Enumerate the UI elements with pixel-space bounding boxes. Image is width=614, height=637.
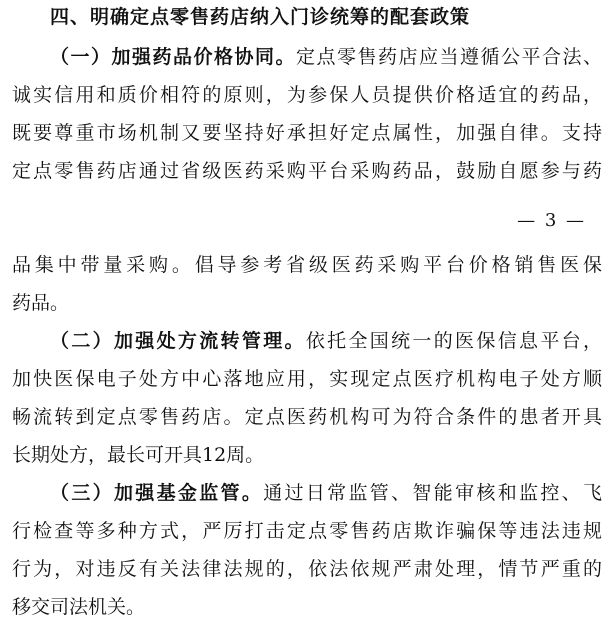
section2-line4: 长期处方，最长可开具12周。 [12, 444, 265, 466]
section1-line2: 诚实信用和质价相符的原则，为参保人员提供价格适宜的药品， [12, 84, 602, 106]
section2-label: （二）加强处方流转管理。 [50, 330, 306, 352]
section1-line5: 品集中带量采购。倡导参考省级医药采购平台价格销售医保 [12, 254, 602, 276]
section1-label: （一）加强药品价格协同。 [50, 46, 296, 68]
section1-line6: 药品。 [12, 292, 70, 314]
section1-line1-text: 定点零售药店应当遵循公平合法、 [296, 46, 602, 68]
section3-line1-text: 通过日常监管、智能审核和监控、飞 [263, 482, 602, 504]
section2-line1-text: 依托全国统一的医保信息平台， [305, 330, 602, 352]
section1-line1 [50, 44, 602, 70]
section1-line3: 既要尊重市场机制又要坚持好承担好定点属性，加强自律。支持 [12, 122, 602, 144]
section3-label: （三）加强基金监管。 [50, 482, 264, 504]
page-number: — 3 — [517, 210, 586, 231]
section3-line3: 行为，对违反有关法律法规的，依法依规严肃处理，情节严重的 [12, 558, 602, 580]
section2-line3: 畅流转到定点零售药店。定点医药机构可为符合条件的患者开具 [12, 406, 602, 428]
section2-line1 [50, 328, 602, 354]
section1-line4: 定点零售药店通过省级医药采购平台采购药品，鼓励自愿参与药 [12, 160, 602, 182]
section3-line2: 行检查等多种方式，严厉打击定点零售药店欺诈骗保等违法违规 [12, 520, 602, 542]
section3-line1 [50, 480, 602, 506]
section2-line2: 加快医保电子处方中心落地应用，实现定点医疗机构电子处方顺 [12, 368, 602, 390]
section3-line4: 移交司法机关。 [12, 596, 146, 618]
section-heading: 四、明确定点零售药店纳入门诊统筹的配套政策 [50, 6, 471, 28]
